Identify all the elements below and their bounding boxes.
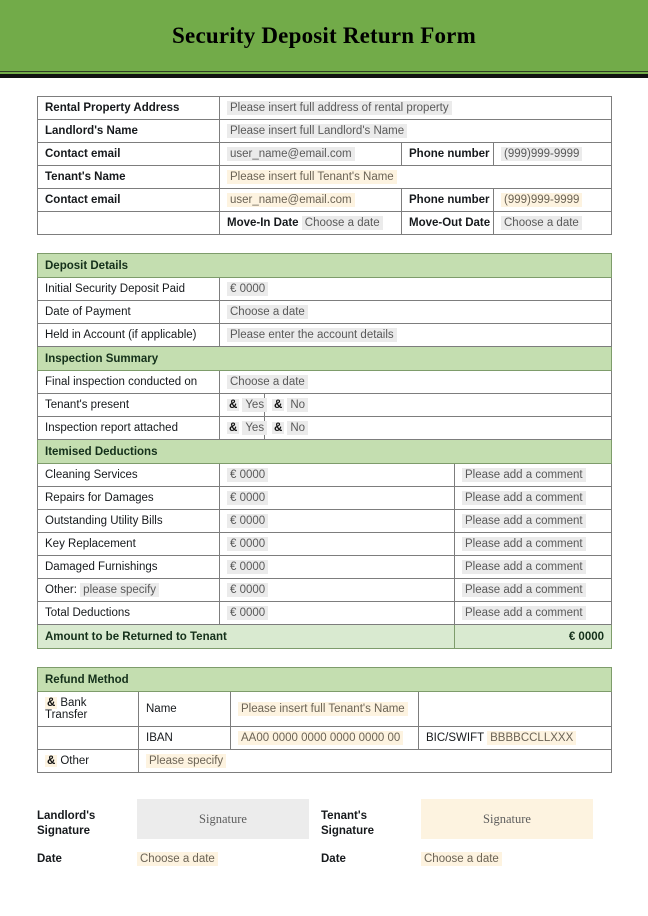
table-row bbox=[38, 510, 612, 533]
deduction-comment-field[interactable]: Please add a comment bbox=[462, 514, 586, 528]
bic-cell[interactable] bbox=[419, 727, 612, 750]
rental-address-cell[interactable] bbox=[220, 97, 612, 120]
deduction-comment-cell[interactable] bbox=[455, 464, 612, 487]
signature-date-row bbox=[37, 853, 611, 865]
spacer-cell bbox=[38, 212, 220, 235]
inspection-report-yes-label[interactable]: Yes bbox=[242, 421, 267, 435]
page-header bbox=[0, 0, 648, 72]
deduction-amount-field[interactable]: € 0000 bbox=[227, 468, 268, 482]
landlord-signature-label-line2: Signature bbox=[37, 825, 91, 837]
total-deductions-comment-cell[interactable] bbox=[455, 602, 612, 625]
account-name-cell[interactable] bbox=[231, 692, 419, 727]
landlord-date-label: Date bbox=[37, 853, 62, 865]
deduction-amount-field[interactable]: € 0000 bbox=[227, 583, 268, 597]
other-specify-cell[interactable] bbox=[139, 750, 612, 773]
tenant-present-yes-cell[interactable] bbox=[220, 394, 265, 417]
table-row bbox=[38, 212, 612, 235]
bic-swift-field[interactable]: BBBBCCLLXXX bbox=[487, 731, 576, 745]
landlord-name-cell[interactable] bbox=[220, 120, 612, 143]
tenant-phone-label: Phone number bbox=[402, 189, 494, 212]
table-row bbox=[38, 625, 612, 649]
amount-returned-label: Amount to be Returned to Tenant bbox=[38, 625, 455, 649]
landlord-name-label: Landlord's Name bbox=[38, 120, 220, 143]
deduction-comment-cell[interactable] bbox=[455, 556, 612, 579]
landlord-phone-label: Phone number bbox=[402, 143, 494, 166]
tenant-date-label: Date bbox=[321, 853, 346, 865]
deduction-comment-field[interactable]: Please add a comment bbox=[462, 491, 586, 505]
deduction-comment-cell[interactable] bbox=[455, 487, 612, 510]
rental-address-field[interactable]: Please insert full address of rental property bbox=[227, 101, 452, 115]
inspection-report-no-label[interactable]: No bbox=[287, 421, 308, 435]
landlord-date-field[interactable]: Choose a date bbox=[137, 852, 218, 866]
parties-table bbox=[37, 96, 612, 235]
other-option-label: Other bbox=[60, 755, 90, 767]
refund-row1-empty-cell bbox=[419, 692, 612, 727]
table-row bbox=[38, 254, 612, 278]
deduction-amount-cell[interactable] bbox=[220, 510, 455, 533]
landlord-signature-label bbox=[37, 799, 137, 839]
refund-block bbox=[37, 667, 611, 773]
move-out-cell[interactable] bbox=[494, 212, 612, 235]
table-row bbox=[38, 692, 612, 727]
table-row bbox=[38, 120, 612, 143]
table-row bbox=[38, 727, 612, 750]
deduction-comment-field[interactable]: Please add a comment bbox=[462, 537, 586, 551]
other-option-cell[interactable] bbox=[38, 750, 139, 773]
details-block bbox=[37, 253, 611, 649]
inspection-report-no-cell[interactable] bbox=[265, 417, 612, 440]
deduction-label: Outstanding Utility Bills bbox=[38, 510, 220, 533]
table-row bbox=[38, 464, 612, 487]
deduction-amount-field[interactable]: € 0000 bbox=[227, 514, 268, 528]
tenant-date-cell[interactable] bbox=[421, 853, 605, 865]
itemised-deductions-section-header: Itemised Deductions bbox=[38, 440, 612, 464]
tenant-signature-label-line1: Tenant's bbox=[321, 810, 367, 822]
refund-table bbox=[37, 667, 612, 773]
final-inspection-cell[interactable] bbox=[220, 371, 612, 394]
landlord-email-cell[interactable] bbox=[220, 143, 402, 166]
move-in-date-field[interactable]: Choose a date bbox=[302, 216, 383, 230]
other-specify-field[interactable]: Please specify bbox=[146, 754, 226, 768]
tenant-email-cell[interactable] bbox=[220, 189, 402, 212]
deduction-amount-cell[interactable] bbox=[220, 487, 455, 510]
total-deductions-amount-field[interactable]: € 0000 bbox=[227, 606, 268, 620]
table-row bbox=[38, 579, 612, 602]
landlord-phone-cell[interactable] bbox=[494, 143, 612, 166]
amount-returned-value: € 0000 bbox=[455, 625, 612, 649]
deduction-amount-cell[interactable] bbox=[220, 533, 455, 556]
landlord-email-field[interactable]: user_name@email.com bbox=[227, 147, 355, 161]
tenant-email-field[interactable]: user_name@email.com bbox=[227, 193, 355, 207]
tenant-present-no-label[interactable]: No bbox=[287, 398, 308, 412]
account-name-field[interactable]: Please insert full Tenant's Name bbox=[238, 702, 408, 716]
refund-row2-empty-cell bbox=[38, 727, 139, 750]
table-row bbox=[38, 143, 612, 166]
bank-transfer-option-cell[interactable] bbox=[38, 692, 139, 727]
bank-transfer-label: Bank Transfer bbox=[45, 697, 88, 721]
tenant-name-cell[interactable] bbox=[220, 166, 612, 189]
deduction-amount-field[interactable]: € 0000 bbox=[227, 560, 268, 574]
tenant-phone-cell[interactable] bbox=[494, 189, 612, 212]
deduction-amount-cell[interactable] bbox=[220, 464, 455, 487]
tenant-name-field[interactable]: Please insert full Tenant's Name bbox=[227, 170, 397, 184]
table-row bbox=[38, 97, 612, 120]
deduction-comment-field[interactable]: Please add a comment bbox=[462, 560, 586, 574]
tenant-present-label: Tenant's present bbox=[38, 394, 220, 417]
form-body bbox=[0, 96, 648, 865]
date-of-payment-cell[interactable] bbox=[220, 301, 612, 324]
iban-label: IBAN bbox=[139, 727, 231, 750]
table-row bbox=[38, 371, 612, 394]
deduction-comment-field[interactable]: Please add a comment bbox=[462, 583, 586, 597]
table-row bbox=[38, 278, 612, 301]
initial-deposit-label: Initial Security Deposit Paid bbox=[38, 278, 220, 301]
checkbox-icon[interactable]: & bbox=[229, 399, 238, 411]
deduction-other-cell[interactable] bbox=[38, 579, 220, 602]
checkbox-icon[interactable]: & bbox=[47, 755, 56, 767]
table-row bbox=[38, 417, 612, 440]
table-row bbox=[38, 556, 612, 579]
initial-deposit-field[interactable]: € 0000 bbox=[227, 282, 268, 296]
deduction-other-field[interactable]: please specify bbox=[80, 583, 159, 597]
deduction-label: Repairs for Damages bbox=[38, 487, 220, 510]
table-row bbox=[38, 166, 612, 189]
table-row bbox=[38, 533, 612, 556]
final-inspection-date-field[interactable]: Choose a date bbox=[227, 375, 308, 389]
tenant-present-no-cell[interactable] bbox=[265, 394, 612, 417]
table-row bbox=[38, 602, 612, 625]
deduction-comment-cell[interactable] bbox=[455, 533, 612, 556]
inspection-report-yes-cell[interactable] bbox=[220, 417, 265, 440]
parties-block bbox=[37, 96, 611, 235]
header-accent-strip bbox=[0, 72, 648, 78]
deduction-other-label: Other: bbox=[45, 584, 77, 596]
landlord-phone-field[interactable]: (999)999-9999 bbox=[501, 147, 582, 161]
tenant-date-field[interactable]: Choose a date bbox=[421, 852, 502, 866]
tenant-signature-box[interactable]: Signature bbox=[421, 799, 593, 839]
tenant-signature-label-line2: Signature bbox=[321, 825, 375, 837]
bic-swift-label: BIC/SWIFT bbox=[426, 732, 484, 744]
landlord-signature-box[interactable]: Signature bbox=[137, 799, 309, 839]
table-row bbox=[38, 668, 612, 692]
table-row bbox=[38, 324, 612, 347]
held-in-account-label: Held in Account (if applicable) bbox=[38, 324, 220, 347]
landlord-name-field[interactable]: Please insert full Landlord's Name bbox=[227, 124, 407, 138]
account-name-label: Name bbox=[139, 692, 231, 727]
deduction-amount-cell[interactable] bbox=[220, 556, 455, 579]
deduction-label: Damaged Furnishings bbox=[38, 556, 220, 579]
table-row bbox=[38, 487, 612, 510]
refund-method-section-header: Refund Method bbox=[38, 668, 612, 692]
deduction-comment-cell[interactable] bbox=[455, 510, 612, 533]
page-title: Security Deposit Return Form bbox=[172, 22, 476, 48]
deposit-details-section-header: Deposit Details bbox=[38, 254, 612, 278]
deduction-amount-field[interactable]: € 0000 bbox=[227, 491, 268, 505]
landlord-signature-label-line1: Landlord's bbox=[37, 810, 96, 822]
deduction-amount-cell[interactable] bbox=[220, 579, 455, 602]
rental-address-label: Rental Property Address bbox=[38, 97, 220, 120]
move-in-cell[interactable] bbox=[220, 212, 402, 235]
checkbox-icon[interactable]: & bbox=[274, 399, 283, 411]
iban-cell[interactable] bbox=[231, 727, 419, 750]
deduction-comment-field[interactable]: Please add a comment bbox=[462, 468, 586, 482]
landlord-date-cell[interactable] bbox=[137, 853, 321, 865]
final-inspection-label: Final inspection conducted on bbox=[38, 371, 220, 394]
table-row bbox=[38, 440, 612, 464]
tenant-present-yes-label[interactable]: Yes bbox=[242, 398, 267, 412]
iban-field[interactable]: AA00 0000 0000 0000 0000 00 bbox=[238, 731, 403, 745]
date-of-payment-field[interactable]: Choose a date bbox=[227, 305, 308, 319]
held-in-account-field[interactable]: Please enter the account details bbox=[227, 328, 397, 342]
total-deductions-comment-field[interactable]: Please add a comment bbox=[462, 606, 586, 620]
tenant-phone-field[interactable]: (999)999-9999 bbox=[501, 193, 582, 207]
deduction-label: Key Replacement bbox=[38, 533, 220, 556]
tenant-name-label: Tenant's Name bbox=[38, 166, 220, 189]
checkbox-icon[interactable]: & bbox=[274, 422, 283, 434]
move-in-label: Move-In Date bbox=[227, 217, 299, 229]
checkbox-icon[interactable]: & bbox=[229, 422, 238, 434]
table-row bbox=[38, 347, 612, 371]
initial-deposit-cell[interactable] bbox=[220, 278, 612, 301]
tenant-signature-label bbox=[321, 799, 421, 839]
table-row bbox=[38, 750, 612, 773]
move-out-date-field[interactable]: Choose a date bbox=[501, 216, 582, 230]
total-deductions-amount-cell[interactable] bbox=[220, 602, 455, 625]
total-deductions-label: Total Deductions bbox=[38, 602, 220, 625]
deduction-label: Cleaning Services bbox=[38, 464, 220, 487]
inspection-summary-section-header: Inspection Summary bbox=[38, 347, 612, 371]
inspection-report-label: Inspection report attached bbox=[38, 417, 220, 440]
table-row bbox=[38, 394, 612, 417]
tenant-email-label: Contact email bbox=[38, 189, 220, 212]
details-table bbox=[37, 253, 612, 649]
move-out-label: Move-Out Date bbox=[402, 212, 494, 235]
held-in-account-cell[interactable] bbox=[220, 324, 612, 347]
table-row bbox=[38, 189, 612, 212]
deduction-comment-cell[interactable] bbox=[455, 579, 612, 602]
landlord-email-label: Contact email bbox=[38, 143, 220, 166]
date-of-payment-label: Date of Payment bbox=[38, 301, 220, 324]
table-row bbox=[38, 301, 612, 324]
deduction-amount-field[interactable]: € 0000 bbox=[227, 537, 268, 551]
checkbox-icon[interactable]: & bbox=[47, 697, 56, 709]
signature-area bbox=[37, 799, 611, 839]
